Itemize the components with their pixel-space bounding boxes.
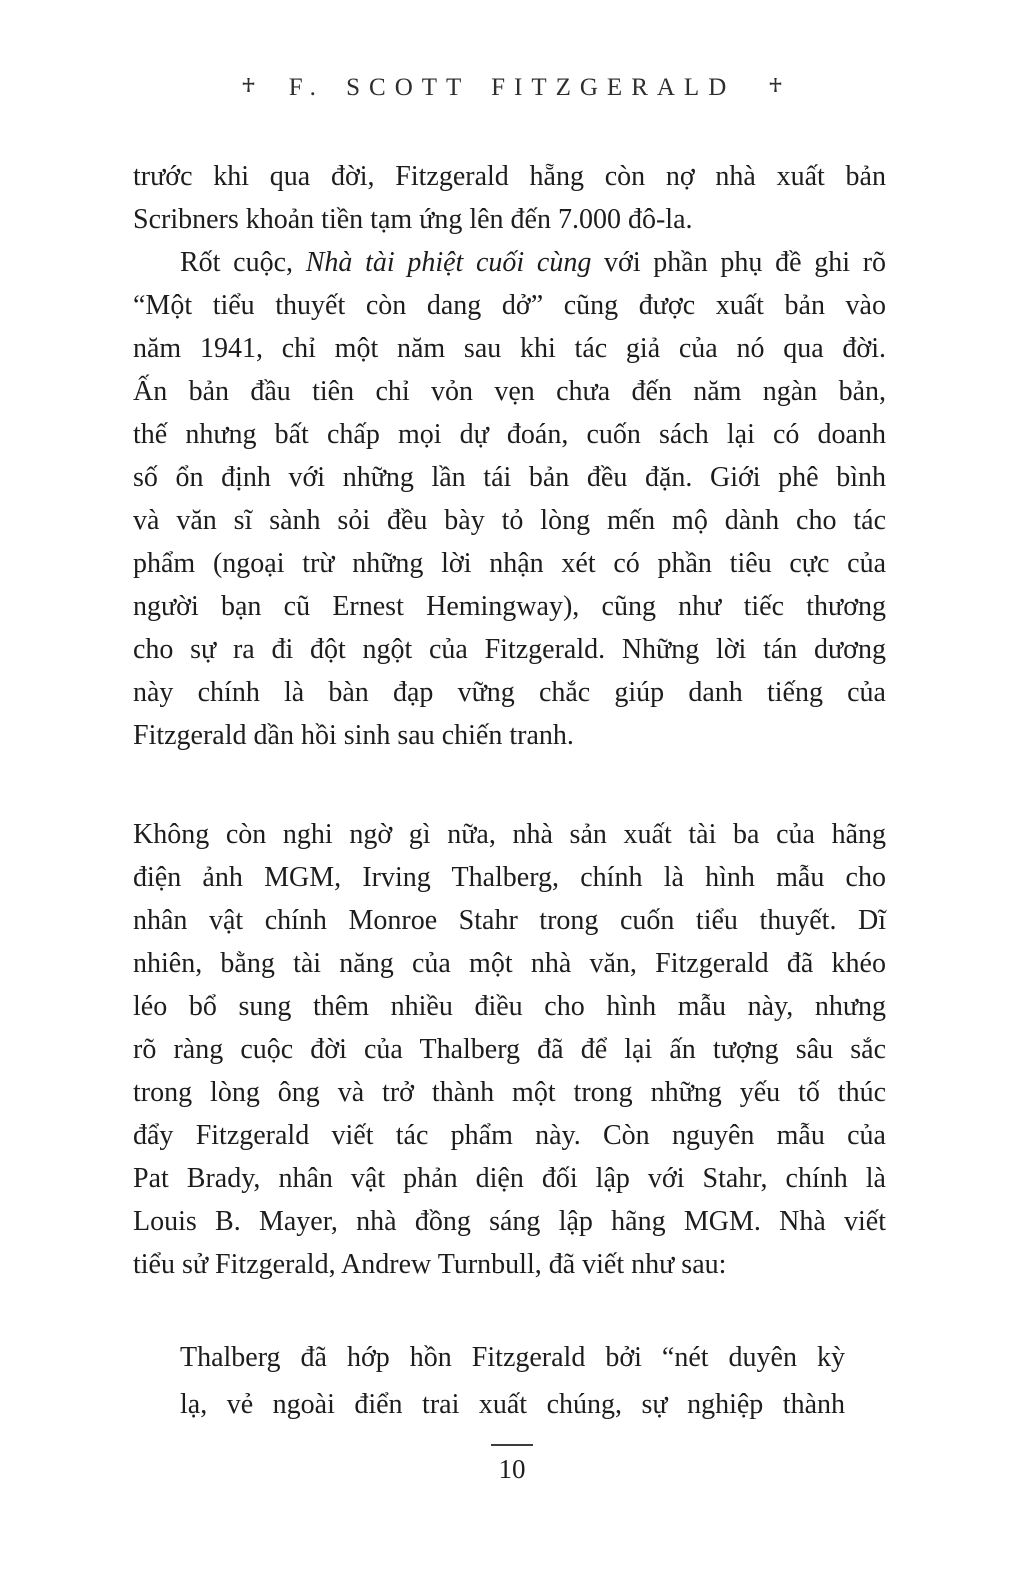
text-line: Fitzgerald dần hồi sinh sau chiến tranh. (133, 720, 574, 751)
page-number: 10 (498, 1454, 526, 1484)
text-line: Scribners khoản tiền tạm ứng lên đến 7.000 đô-la. (133, 204, 693, 235)
footer-rule (491, 1444, 533, 1446)
page-text (133, 155, 886, 1428)
text-line: Ấn bản đầu tiên chỉ vỏn vẹn chưa đến năm ngàn bản, (133, 376, 886, 407)
running-header-title: F. SCOTT FITZGERALD (288, 74, 736, 101)
para-publication-history (133, 241, 886, 757)
cross-ornament-left-icon (241, 78, 256, 93)
text-line: Louis B. Mayer, nhà đồng sáng lập hãng MGM. Nhà viết (133, 1206, 886, 1237)
text-line: người bạn cũ Ernest Hemingway), cũng như tiếc thương (133, 591, 886, 622)
text-line: “Một tiểu thuyết còn dang dở” cũng được xuất bản vào (133, 290, 886, 321)
text-line: điện ảnh MGM, Irving Thalberg, chính là hình mẫu cho (133, 862, 886, 893)
text-line: rõ ràng cuộc đời của Thalberg đã để lại ấn tượng sâu sắc (133, 1034, 886, 1065)
text-line: nhân vật chính Monroe Stahr trong cuốn tiểu thuyết. Dĩ (133, 905, 886, 936)
text-line: trước khi qua đời, Fitzgerald hẵng còn nợ nhà xuất bản (133, 161, 886, 192)
text-line: Thalberg đã hớp hồn Fitzgerald bởi “nét duyên kỳ (180, 1342, 845, 1373)
para-debt-continued (133, 155, 886, 241)
text-line: cho sự ra đi đột ngột của Fitzgerald. Những lời tán dương (133, 634, 886, 665)
text-line: thế nhưng bất chấp mọi dự đoán, cuốn sách lại có doanh (133, 419, 886, 450)
text-line: phẩm (ngoại trừ những lời nhận xét có phần tiêu cực của (133, 548, 886, 579)
text-line: Pat Brady, nhân vật phản diện đối lập với Stahr, chính là (133, 1163, 886, 1194)
running-header (0, 74, 1024, 102)
page-footer (0, 1444, 1024, 1485)
text-line: léo bổ sung thêm nhiều điều cho hình mẫu này, nhưng (133, 991, 886, 1022)
text-line: tiểu sử Fitzgerald, Andrew Turnbull, đã viết như sau: (133, 1249, 727, 1280)
cross-ornament-right-icon (768, 78, 783, 93)
text-line: Rốt cuộc, Nhà tài phiệt cuối cùng với phần phụ đề ghi rõ (180, 247, 887, 278)
text-line: và văn sĩ sành sỏi đều bày tỏ lòng mến mộ dành cho tác (133, 505, 886, 536)
book-title-italic: Nhà tài phiệt cuối cùng (305, 247, 592, 278)
text-line: số ổn định với những lần tái bản đều đặn. Giới phê bình (133, 462, 886, 493)
text-line: nhiên, bằng tài năng của một nhà văn, Fitzgerald đã khéo (133, 948, 886, 979)
text-line: Không còn nghi ngờ gì nữa, nhà sản xuất tài ba của hãng (133, 819, 886, 850)
blockquote-turnbull (133, 1334, 886, 1428)
text-line: năm 1941, chỉ một năm sau khi tác giả của nó qua đời. (133, 333, 886, 364)
text-line: trong lòng ông và trở thành một trong những yếu tố thúc (133, 1077, 886, 1108)
text-line: này chính là bàn đạp vững chắc giúp danh tiếng của (133, 677, 886, 708)
text-line: lạ, vẻ ngoài điển trai xuất chúng, sự nghiệp thành (180, 1389, 845, 1420)
text-line: đẩy Fitzgerald viết tác phẩm này. Còn nguyên mẫu của (133, 1120, 886, 1151)
para-thalberg-model (133, 813, 886, 1286)
